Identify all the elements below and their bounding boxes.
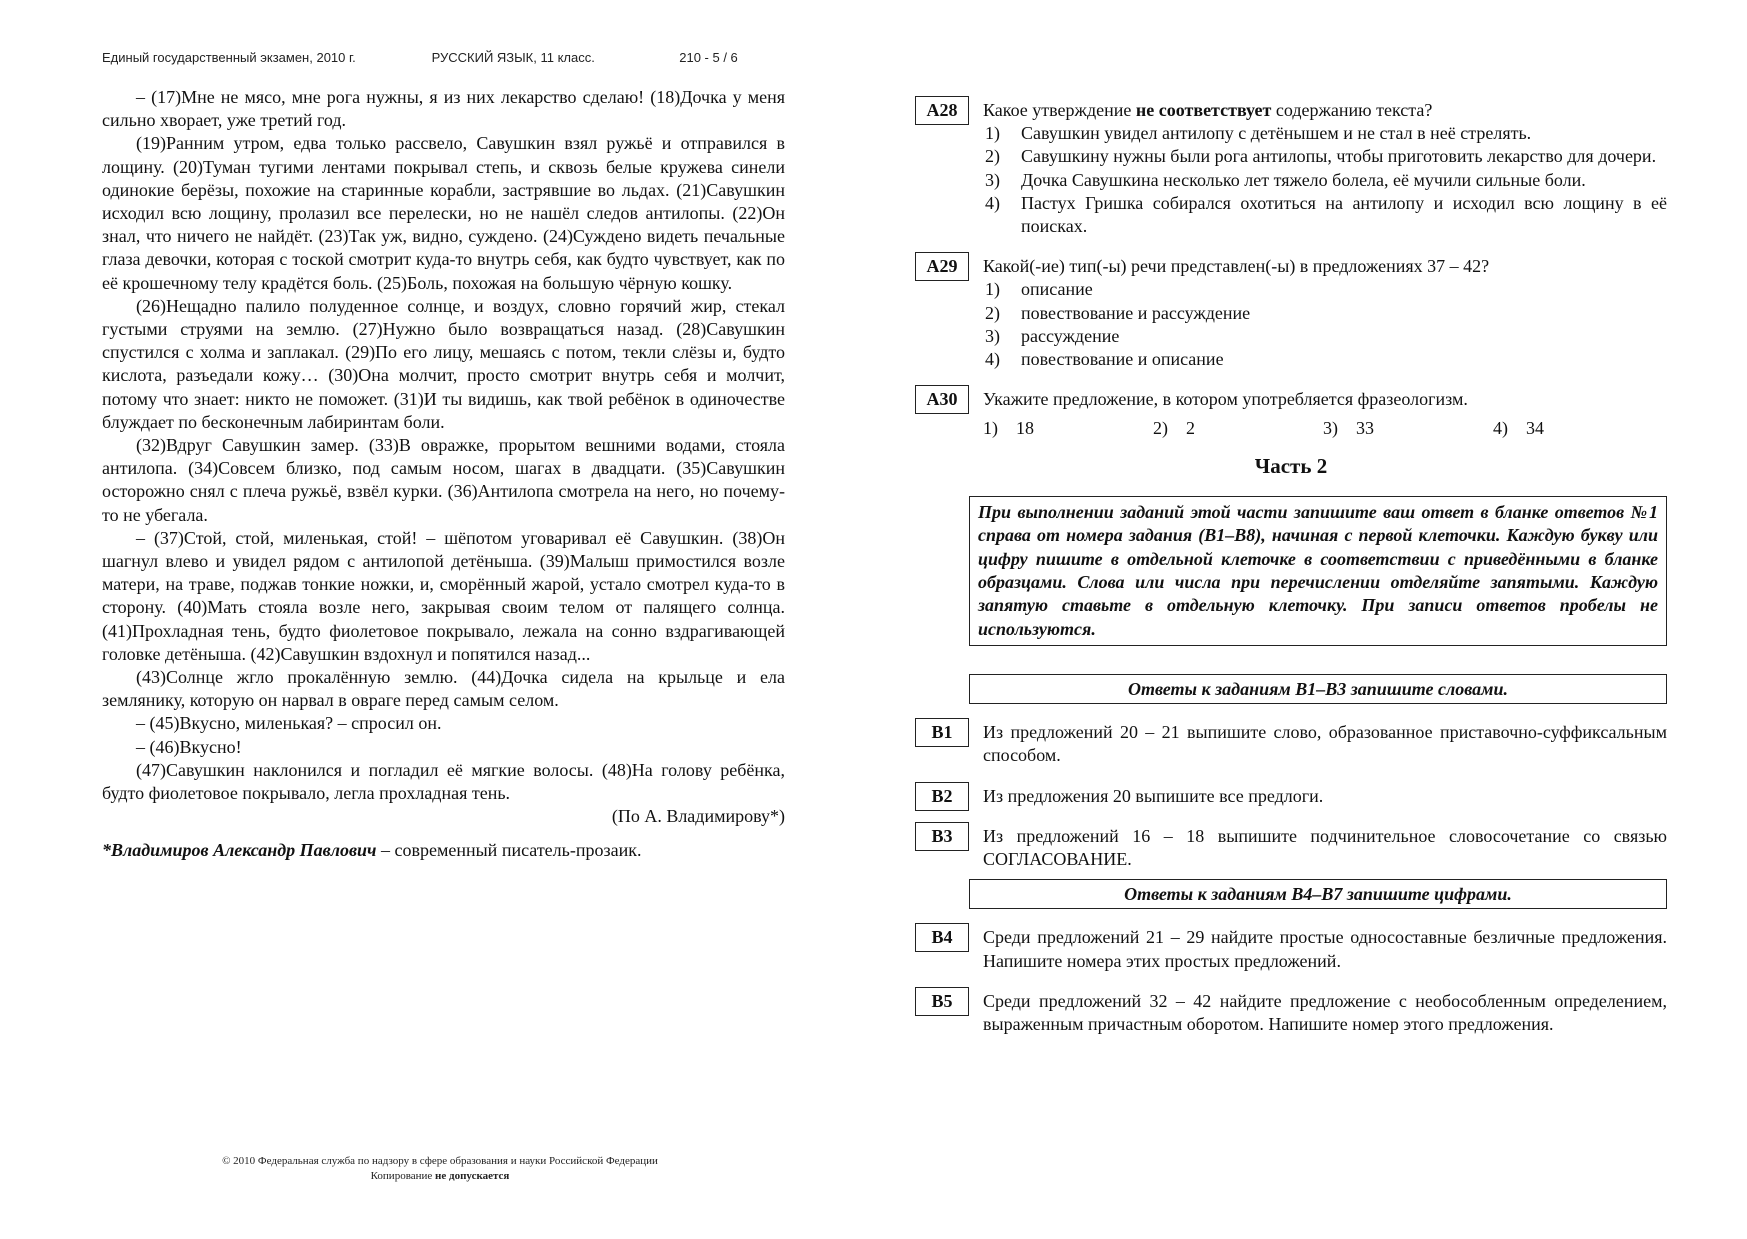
option-number: 3) [1323,418,1338,439]
answer-option [1323,417,1493,440]
question-text: Какой(-ие) тип(-ы) речи представлен(-ы) в предложениях 37 – 42? [983,256,1490,277]
copy-notice [180,1169,700,1184]
question-a30 [915,385,1667,440]
option-text: повествование и рассуждение [1021,302,1251,323]
option-number: 4) [985,349,1000,370]
option-text: 34 [1526,418,1544,439]
answer-option [985,169,1667,192]
copyright-line: © 2010 Федеральная служба по надзору в сфере образования и науки Российской Федерации [222,1155,658,1167]
author-name: *Владимиров Александр Павлович [102,839,377,860]
option-number: 1) [985,279,1000,300]
question-text-emphasis: не соответствует [1135,100,1272,120]
answer-option [985,122,1667,145]
answer-option [985,278,1667,301]
question-text: Укажите предложение, в котором употребляется фразеологизм. [983,389,1468,410]
answer-option [985,348,1667,371]
question-a29 [915,252,1667,371]
answer-option [985,145,1667,168]
option-text: рассуждение [1021,325,1120,346]
option-number: 3) [985,325,1000,346]
option-number: 4) [985,192,1000,213]
answer-option [1493,417,1663,440]
question-b4 [915,923,1667,972]
question-number-box: B2 [915,782,969,811]
option-number: 3) [985,169,1000,190]
text-source: (По А. Владимирову*) [611,806,785,827]
answer-option [983,417,1153,440]
page-header [102,50,738,65]
question-number-box: B3 [915,822,969,851]
option-text: Дочка Савушкина несколько лет тяжело болела, её мучили сильные боли. [1021,169,1586,190]
answer-option [1153,417,1323,440]
instruction-box: При выполнении заданий этой части запишите ваш ответ в бланке ответов №1 справа от номера задания (В1–В8), начиная с первой клеточки. Каждую букву или цифру пишите в отдельной клеточке в соответствии с приведёнными в бланке образцами. Слова или числа при перечислении отделяйте запятыми. Каждую запятую ставьте в отдельную клеточку. При записи ответов пробелы не используются. [969,496,1667,646]
question-number-box: B1 [915,718,969,747]
author-desc: – современный писатель-прозаик. [376,839,642,860]
reading-text [102,86,785,862]
text-paragraph: (47)Савушкин наклонился и погладил её мягкие волосы. (48)На голову ребёнка, будто фиолетовое покрывало, легла прохладная тень. [102,759,785,804]
option-number: 1) [985,123,1000,144]
subject-title: РУССКИЙ ЯЗЫК, 11 класс. [431,50,595,65]
answer-option [985,192,1667,238]
text-paragraph: – (45)Вкусно, миленькая? – спросил он. [136,713,442,734]
option-number: 2) [985,146,1000,167]
page-number: 210 - 5 / 6 [679,50,738,65]
answer-option [985,302,1667,325]
question-number-box: B5 [915,987,969,1016]
question-text: Среди предложений 32 – 42 найдите предложение с необособленным определением, выраженным причастным оборотом. Напишите номер этого предложения. [983,990,1667,1034]
text-paragraph: (26)Нещадно палило полуденное солнце, и воздух, словно горячий жир, стекал густыми струями на землю. (27)Нужно было возвращаться назад. (28)Савушкин спустился с холма и заплакал. (29)По его лицу, мешаясь с потом, текли слёзы и, будто кислота, разъедали кожу… (30)Она молчит, просто смотрит внутрь себя и молчит, потому что знает: никто не поможет. (31)И ты видишь, как твой ребёнок в одиночестве блуждает по бесконечным лабиринтам боли. [102,295,785,432]
question-b1 [915,718,1667,767]
page-footer [180,1154,700,1184]
text-paragraph: – (17)Мне не мясо, мне рога нужны, я из них лекарство сделаю! (18)Дочка у меня сильно хворает, уже третий год. [102,87,785,131]
question-b5 [915,987,1667,1036]
question-b3 [915,822,1667,871]
question-b2 [915,782,1667,808]
option-number: 2) [1153,418,1168,439]
question-text: Из предложений 16 – 18 выпишите подчинительное словосочетание со связью СОГЛАСОВАНИЕ. [983,825,1667,870]
question-a28 [915,96,1667,238]
answer-option [985,325,1667,348]
option-text: повествование и описание [1021,349,1224,370]
question-text-post: содержанию текста? [1271,100,1433,120]
text-paragraph: – (37)Стой, стой, миленькая, стой! – шёпотом уговаривал её Савушкин. (38)Он шагнул влево и увидел рядом с антилопой детёныша. (39)Малыш примостился возле матери, на траве, поджав тонкие ножки, и, сморённый жарой, устало смотрел куда-то в сторону. (40)Мать стояла возле него, закрывая своим телом от палящего солнца. (41)Прохладная тень, будто фиолетовое покрывало, лежала на сонно вздрагивающей головке детёныша. (42)Савушкин вздохнул и попятился назад... [102,527,785,664]
option-number: 4) [1493,418,1508,439]
question-text-pre: Какое утверждение [983,100,1136,120]
answer-format-band: Ответы к заданиям В1–В3 запишите словами. [969,674,1667,704]
question-number-box: A30 [915,385,969,414]
author-note [102,839,785,862]
option-text: 18 [1016,418,1034,439]
option-number: 2) [985,302,1000,323]
copy-notice-bold: не допускается [435,1170,510,1182]
question-text [983,96,1667,122]
question-text: Среди предложений 21 – 29 найдите простые односоставные безличные предложения. Напишите номера этих простых предложений. [983,927,1667,971]
option-text: Савушкин увидел антилопу с детёнышем и не стал в неё стрелять. [1021,123,1532,144]
text-paragraph: – (46)Вкусно! [136,736,242,757]
answer-options-row [983,417,1667,440]
question-number-box: A28 [915,96,969,125]
option-number: 1) [983,418,998,439]
question-text: Из предложения 20 выпишите все предлоги. [983,785,1324,806]
text-paragraph: (43)Солнце жгло прокалённую землю. (44)Дочка сидела на крыльце и ела землянику, которую он нарвал в овраге перед самым селом. [102,667,785,711]
exam-title: Единый государственный экзамен, 2010 г. [102,50,356,65]
option-text: 2 [1186,418,1195,439]
option-text: описание [1021,279,1093,300]
option-text: Пастух Гришка собирался охотиться на антилопу и исходил всю лощину в её поисках. [1021,192,1667,237]
copy-notice-prefix: Копирование [370,1170,436,1182]
question-number-box: B4 [915,923,969,952]
text-paragraph: (19)Ранним утром, едва только рассвело, Савушкин взял ружьё и отправился в лощину. (20)Туман тугими лентами покрывал степь, и сквозь белые кружева синели одинокие берёзы, похожие на старинные корабли, застрявшие во льдах. (21)Савушкин исходил всю лощину, пролазил все перелески, но не нашёл следов антилопы. (22)Он знал, что ничего не найдёт. (23)Так уж, видно, суждено. (24)Суждено видеть печальные глаза девочки, которая с тоской смотрит куда-то внутрь себя, как будто чувствует, как по её крошечному телу крадётся боль. (25)Боль, похожая на большую чёрную кошку. [102,133,785,293]
answer-format-band: Ответы к заданиям В4–В7 запишите цифрами. [969,879,1667,909]
question-text: Из предложений 20 – 21 выпишите слово, образованное приставочно-суффиксальным способом. [983,722,1667,766]
option-text: 33 [1356,418,1374,439]
option-text: Савушкину нужны были рога антилопы, чтобы приготовить лекарство для дочери. [1021,146,1657,167]
text-paragraph: (32)Вдруг Савушкин замер. (33)В овражке, прорытом вешними водами, стояла антилопа. (34)Совсем близко, под самым носом, шагах в двадцати. (35)Савушкин осторожно снял с плеча ружьё, взвёл курки. (36)Антилопа смотрела на него, но почему-то не убегала. [102,435,785,525]
part-title: Часть 2 [1254,453,1328,478]
question-number-box: A29 [915,252,969,281]
questions-column [915,96,1667,1050]
